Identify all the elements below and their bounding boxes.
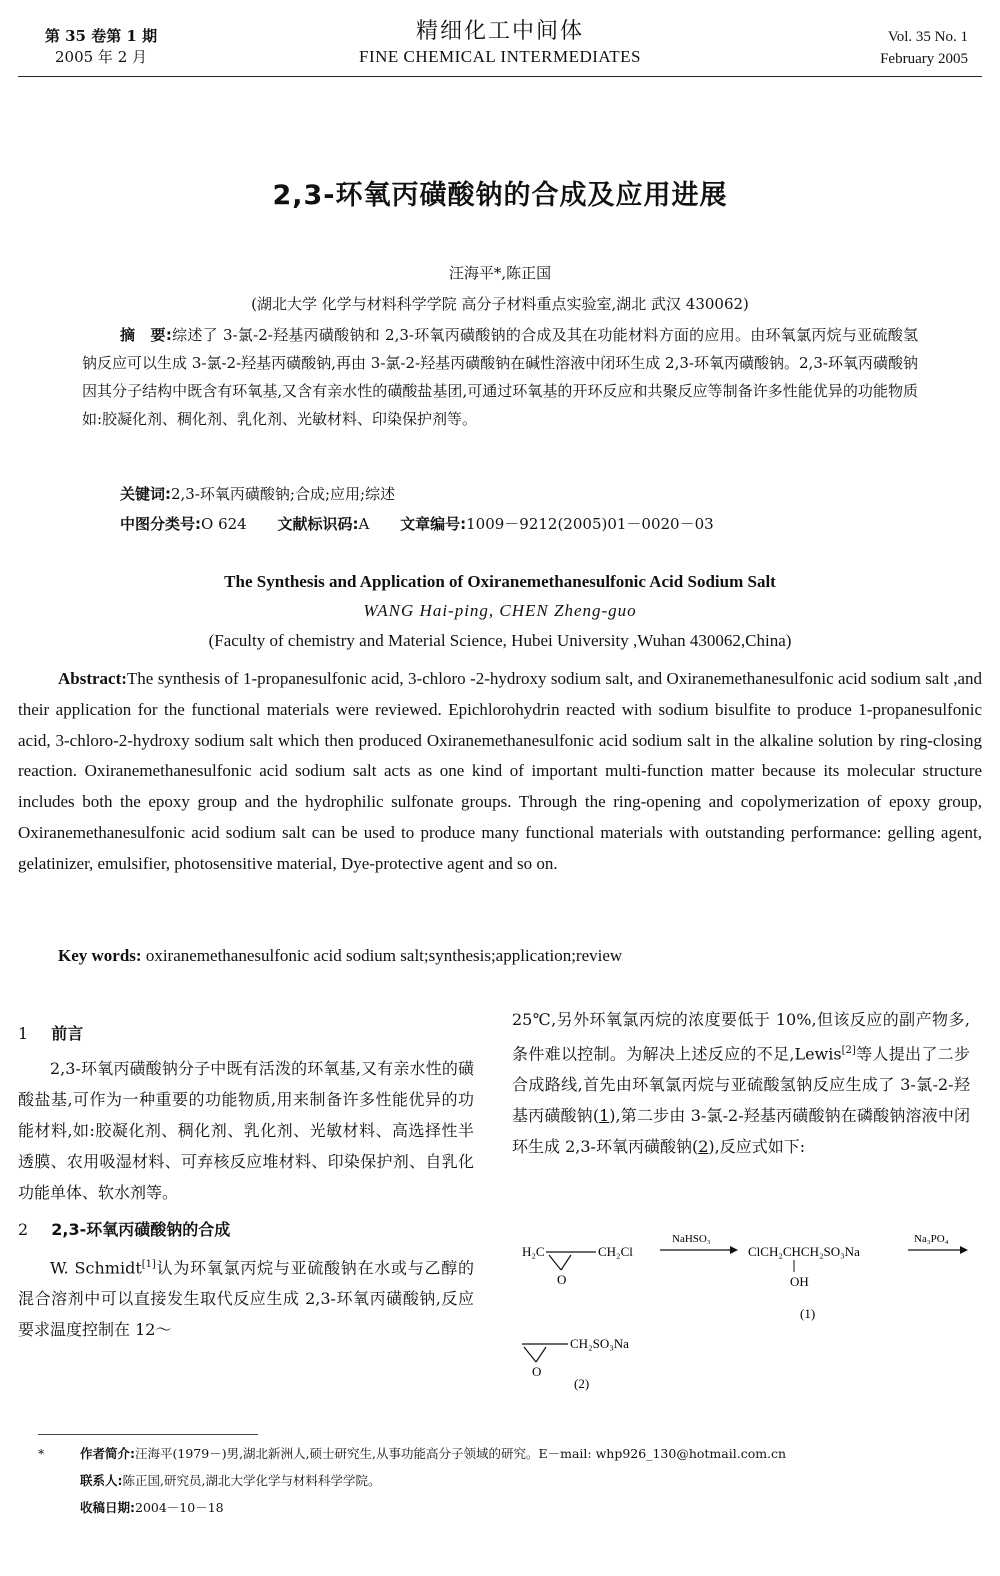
journal-name: [300, 18, 700, 68]
product-2-formula: CH₂SO₃Na: [570, 1336, 629, 1351]
doc-code-label: 文献标识码:: [277, 515, 359, 533]
reactant-h2c: H₂C: [522, 1244, 545, 1259]
reactant-ch2cl: CH₂Cl: [598, 1244, 633, 1259]
clc-label: 中图分类号:: [120, 515, 201, 533]
journal-name-en: FINE CHEMICAL INTERMEDIATES: [358, 47, 642, 66]
right-text-a: 25℃,另外环氧氯丙烷的浓度要低于 10%,但该反应的副产物多,条件难以控制。为解决上述反应的不足,Lewis: [512, 1010, 970, 1064]
section-1-title: 前言: [51, 1024, 84, 1043]
section-1-number: 1: [18, 1024, 29, 1043]
footnote-contact-text: 陈正国,研究员,湖北大学化学与材料科学学院。: [122, 1473, 381, 1488]
reactant-bond-co1: [549, 1255, 561, 1270]
header-volume-en: [880, 26, 968, 70]
reagent-2: Na₃PO₄: [914, 1233, 949, 1245]
section-2-heading: [18, 1214, 474, 1245]
affiliation-cn: (湖北大学 化学与材料科学学院 高分子材料重点实验室,湖北 武汉 430062): [251, 295, 749, 313]
arrow-2-head: [960, 1246, 968, 1254]
header-rule: [18, 76, 982, 77]
reaction-scheme: [512, 1228, 972, 1408]
synthesis-text-a: W. Schmidt: [50, 1258, 142, 1278]
product-2-bond-co1: [524, 1347, 536, 1362]
title-en: The Synthesis and Application of Oxiranemethanesulfonic Acid Sodium Salt: [224, 572, 776, 591]
product-1-oh: OH: [790, 1274, 809, 1289]
header-volume-cn: [36, 26, 166, 68]
classification-line: [120, 511, 714, 537]
product-1-formula: ClCH₂CHCH₂SO₃Na: [748, 1244, 860, 1259]
footnote-contact-label: 联系人:: [80, 1473, 123, 1488]
left-column: [18, 1018, 474, 1345]
volume-cn: 第 35 卷第 1 期: [44, 27, 158, 45]
date-en: February 2005: [880, 51, 968, 67]
arrow-1-head: [730, 1246, 738, 1254]
authors-cn: 汪海平*,陈正国: [448, 264, 552, 282]
abstract-cn-label: 摘 要:: [120, 326, 172, 344]
footnote-received-label: 收稿日期:: [80, 1500, 135, 1515]
doc-code-value: A: [358, 515, 370, 533]
footnote-received: [38, 1494, 968, 1521]
reactant-oxygen: O: [557, 1272, 567, 1287]
abstract-cn-text: 综述了 3-氯-2-羟基丙磺酸钠和 2,3-环氧丙磺酸钠的合成及其在功能材料方面的应用。由环氧氯丙烷与亚硫酸氢钠反应可以生成 3-氯-2-羟基丙磺酸钠,再由 3-氯-2-羟基丙磺酸钠在碱性溶液中闭环生成 2,3-环氧丙磺酸钠。2,3-环氧丙磺酸钠因其分子结构中既含有环氧基,又含有亲水性的磺酸盐基团,可通过环氧基的开环反应和共聚反应等制备许多性能优异的功能物质如:胶凝化剂、稠化剂、乳化剂、光敏材料、印染保护剂等。: [82, 326, 918, 428]
footnote-author-text: 汪海平(1979－)男,湖北新洲人,硕士研究生,从事功能高分子领域的研究。E－mail: whp926_130@hotmail.com.cn: [135, 1446, 787, 1461]
section-2-title: 2,3-环氧丙磺酸钠的合成: [51, 1220, 231, 1239]
footnote-star: *: [38, 1446, 45, 1461]
keywords-en: [58, 943, 622, 969]
clc-value: O 624: [201, 515, 247, 533]
footnote-rule: [38, 1434, 258, 1435]
abstract-en-label: Abstract:: [58, 669, 127, 688]
right-column: [512, 1004, 970, 1162]
right-text-d: ),反应式如下:: [708, 1137, 806, 1157]
section-2-number: 2: [18, 1220, 29, 1239]
keywords-en-label: Key words:: [58, 946, 142, 965]
page-title: 2,3-环氧丙磺酸钠的合成及应用进展: [272, 180, 728, 211]
synthesis-paragraph: [18, 1249, 474, 1345]
keywords-cn-text: 2,3-环氧丙磺酸钠;合成;应用;综述: [171, 485, 396, 503]
compound-label-2: (2): [574, 1376, 590, 1391]
affiliation-en: (Faculty of chemistry and Material Science, Hubei University ,Wuhan 430062,China): [208, 631, 792, 650]
date-cn: 2005 年 2 月: [54, 48, 148, 66]
reagent-1: NaHSO₃: [672, 1233, 711, 1245]
footnote-contact: [38, 1467, 968, 1494]
product-2-bond-co2: [536, 1347, 546, 1362]
keywords-en-text: oxiranemethanesulfonic acid sodium salt;synthesis;application;review: [145, 946, 623, 965]
product-2-oxygen: O: [532, 1364, 542, 1379]
synthesis-text-b: 认为环氧氯丙烷与亚硫酸钠在水或与乙醇的混合溶剂中可以直接发生取代反应生成 2,3-环氧丙磺酸钠,反应要求温度控制在 12～: [18, 1258, 474, 1340]
compound-label-1: (1): [800, 1306, 816, 1321]
footnote-received-text: 2004－10－18: [135, 1500, 224, 1515]
intro-paragraph: 2,3-环氧丙磺酸钠分子中既有活泼的环氧基,又有亲水性的磺酸盐基,可作为一种重要的功能物质,用来制备许多性能优异的功能材料,如:胶凝化剂、稠化剂、乳化剂、光敏材料、高选择性半透膜、农用吸湿材料、可弃核反应堆材料、印染保护剂、自乳化功能单体、软水剂等。: [18, 1059, 474, 1202]
authors-en: WANG Hai-ping, CHEN Zheng-guo: [363, 601, 637, 620]
section-1-heading: [18, 1018, 474, 1049]
ref-2: [2]: [841, 1045, 856, 1056]
abstract-en-text: The synthesis of 1-propanesulfonic acid, 3-chloro -2-hydroxy sodium salt, and Oxiranemethanesulfonic acid sodium salt ,and their application for the functional materials were reviewed. Epichlorohydrin reacted with sodium bisulfite to produce 1-propanesulfonic acid, 3-chloro-2-hydroxy sodium salt which then produced Oxiranemethanesulfonic acid sodium salt in the alkaline solution by ring-closing reaction. Oxiranemethanesulfonic acid sodium salt acts as one kind of important multi-function matter because its molecular structure includes both the epoxy group and the hydrophilic sulfonate groups. Through the ring-opening and copolymerization of epoxy group, Oxiranemethanesulfonic acid sodium salt can be used to produce many functional materials with outstanding performance: gelling agent, gelatinizer, emulsifier, photosensitive material, Dye-protective agent and so on.: [18, 669, 982, 873]
right-text-c: ),第二步由 3-氯-2-羟基丙磺酸钠在磷酸钠溶液中闭环生成 2,3-环氧丙磺酸钠(: [512, 1106, 970, 1157]
footnote-author-label: 作者简介:: [80, 1446, 135, 1461]
journal-name-cn: 精细化工中间体: [415, 19, 584, 44]
footnotes: [38, 1440, 968, 1521]
article-no-value: 1009－9212(2005)01－0020－03: [466, 515, 714, 533]
volume-en: Vol. 35 No. 1: [887, 29, 968, 45]
reactant-bond-co2: [561, 1255, 571, 1270]
keywords-cn-label: 关键词:: [120, 485, 171, 503]
footnote-author: [38, 1440, 968, 1467]
compound-1-ref: 1: [599, 1106, 610, 1126]
abstract-en: [18, 664, 982, 880]
abstract-cn: [82, 321, 918, 433]
ref-1: [1]: [141, 1259, 156, 1270]
right-text-b: 等人提出了二步合成路线,首先由环氧氯丙烷与亚硫酸氢钠反应生成了 3-氯-2-羟基丙磺酸钠(: [512, 1044, 970, 1126]
keywords-cn: [120, 481, 395, 507]
compound-2-ref: 2: [698, 1137, 709, 1157]
article-no-label: 文章编号:: [400, 515, 467, 533]
